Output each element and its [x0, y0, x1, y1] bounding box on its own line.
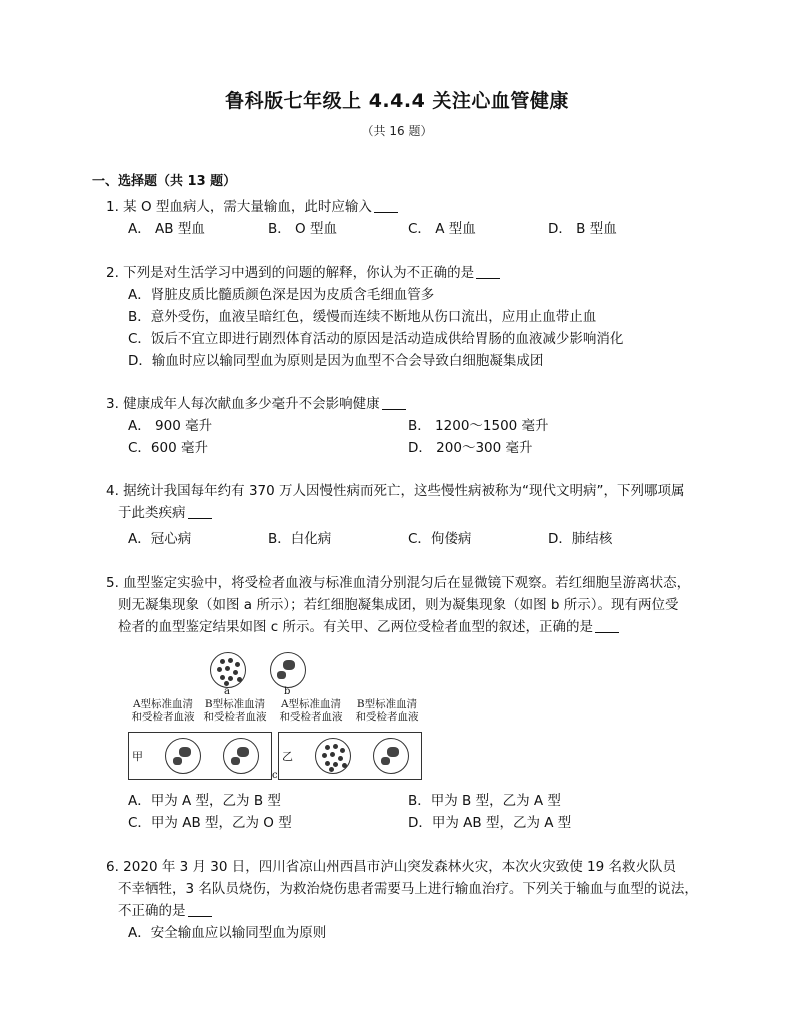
serum-label: A型标准血清 和受检者血液 — [279, 698, 343, 723]
option-c: C．甲为 AB 型，乙为 O 型 — [128, 815, 292, 831]
serum-label: B型标准血清 和受检者血液 — [203, 698, 267, 723]
option-a: A．冠心病 — [128, 531, 192, 547]
question-4-stem: 4. 据统计我国每年约有 370 万人因慢性病而死亡，这些慢性病被称为“现代文明病”，下列哪项属 — [106, 483, 685, 499]
serum-label: B型标准血清 和受检者血液 — [355, 698, 419, 723]
figure-label-c: c — [272, 770, 278, 781]
option-c: C．佝偻病 — [408, 531, 472, 547]
option-a: A． AB 型血 — [128, 221, 205, 237]
question-5-stem-cont2: 检者的血型鉴定结果如图 c 所示。有关甲、乙两位受检者血型的叙述，正确的是 — [118, 619, 594, 635]
answer-blank — [382, 395, 406, 410]
option-b: B． O 型血 — [268, 221, 337, 237]
option-d: D．甲为 AB 型，乙为 A 型 — [408, 815, 572, 831]
option-d: D．肺结核 — [548, 531, 613, 547]
blood-type-figure — [128, 652, 568, 781]
section-heading: 一、选择题（共 13 题） — [92, 174, 237, 189]
cell-circle-b — [270, 652, 306, 688]
option-a: A．安全输血应以输同型血为原则 — [128, 925, 327, 941]
answer-blank — [188, 902, 212, 917]
question-6-stem-cont: 不幸牺牲，3 名队员烧伤，为救治烧伤患者需要马上进行输血治疗。下列关于输血与血型的说法， — [118, 881, 698, 897]
question-5 — [106, 572, 726, 638]
option-a: A． 900 毫升 — [128, 418, 213, 434]
option-b: B． 1200～1500 毫升 — [408, 418, 549, 434]
answer-blank — [595, 618, 619, 633]
option-d: D． 200～300 毫升 — [408, 440, 533, 456]
figure-label-a: a — [224, 686, 230, 697]
question-1 — [106, 196, 706, 240]
question-5-options — [106, 790, 706, 834]
cell-circle — [373, 738, 409, 774]
cell-circle — [315, 738, 351, 774]
page-title: 鲁科版七年级上 4.4.4 关注心血管健康 — [225, 90, 569, 112]
question-6-stem-cont2: 不正确的是 — [118, 903, 186, 919]
cell-circle — [165, 738, 201, 774]
option-a: A．肾脏皮质比髓质颜色深是因为皮质含毛细血管多 — [128, 287, 435, 303]
question-5-stem: 5. 血型鉴定实验中，将受检者血液与标准血清分别混匀后在显微镜下观察。若红细胞呈游离状态， — [106, 575, 691, 591]
option-c: C． A 型血 — [408, 221, 476, 237]
answer-blank — [476, 264, 500, 279]
option-a: A．甲为 A 型，乙为 B 型 — [128, 793, 281, 809]
option-d: D．输血时应以输同型血为原则是因为血型不合会导致白细胞凝集成团 — [128, 353, 544, 369]
serum-label: A型标准血清 和受检者血液 — [131, 698, 195, 723]
box-tag-yi: 乙 — [282, 750, 293, 763]
question-4 — [106, 480, 726, 550]
option-c: C．饭后不宜立即进行剧烈体育活动的原因是活动造成供给胃肠的血液减少影响消化 — [128, 331, 624, 347]
question-2-stem: 2. 下列是对生活学习中遇到的问题的解释，你认为不正确的是 — [106, 265, 475, 281]
answer-blank — [188, 504, 212, 519]
question-1-stem: 1. 某 O 型血病人，需大量输血，此时应输入 — [106, 199, 372, 215]
option-d: D． B 型血 — [548, 221, 617, 237]
option-b: B．意外受伤，血液呈暗红色，缓慢而连续不断地从伤口流出，应用止血带止血 — [128, 309, 597, 325]
question-2 — [106, 262, 706, 372]
cell-circle-a — [210, 652, 246, 688]
box-tag-jia: 甲 — [132, 750, 143, 763]
answer-blank — [374, 198, 398, 213]
result-box-yi — [278, 732, 422, 780]
question-3 — [106, 393, 706, 459]
option-b: B．甲为 B 型，乙为 A 型 — [408, 793, 561, 809]
question-4-stem-cont: 于此类疾病 — [118, 505, 186, 521]
figure-label-b: b — [284, 686, 291, 697]
question-3-stem: 3. 健康成年人每次献血多少毫升不会影响健康 — [106, 396, 380, 412]
cell-circle — [223, 738, 259, 774]
option-b: B．白化病 — [268, 531, 332, 547]
result-box-jia — [128, 732, 272, 780]
question-5-stem-cont: 则无凝集现象（如图 a 所示）；若红细胞凝集成团，则为凝集现象（如图 b 所示）。现有两位受 — [118, 597, 679, 613]
question-6 — [106, 856, 726, 944]
question-6-stem: 6. 2020 年 3 月 30 日，四川省凉山州西昌市泸山突发森林火灾，本次火灾致使 19 名救火队员 — [106, 859, 677, 875]
option-c: C．600 毫升 — [128, 440, 208, 456]
page-subtitle: （共 16 题） — [361, 124, 433, 138]
